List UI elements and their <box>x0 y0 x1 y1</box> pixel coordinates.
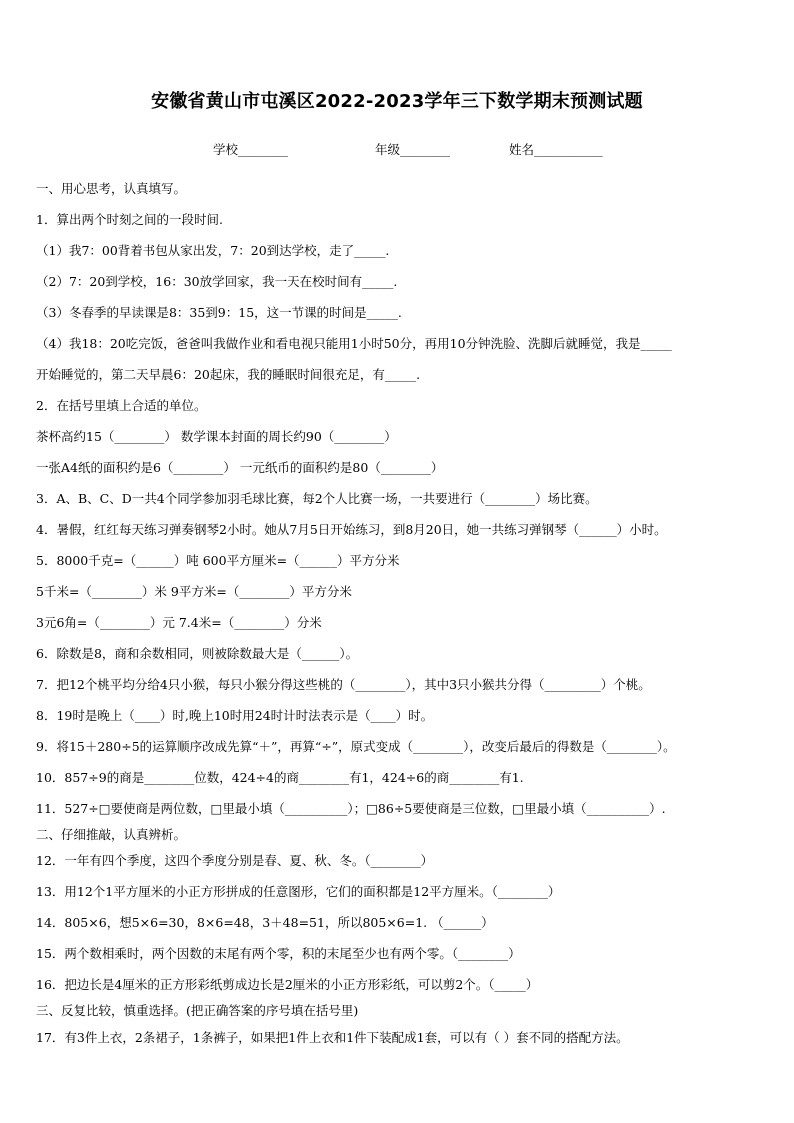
question-line: 8．19时是晚上（____）时,晚上10时用24时计时法表示是（____）时。 <box>36 708 434 723</box>
question-line: 7．把12个桃平均分给4只小猴，每只小猴分得这些桃的（________），其中3只小猴共分得（_________）个桃。 <box>36 677 651 692</box>
question-line: 一张A4纸的面积约是6（________） 一元纸币的面积约是80（________） <box>36 460 444 475</box>
question-line: （4）我18：20吃完饭，爸爸叫我做作业和看电视只能用1小时50分，再用10分钟洗脸、洗脚后就睡觉，我是_____ <box>36 336 672 351</box>
question-line: 5千米=（________）米 9平方米=（________）平方分米 <box>36 584 352 599</box>
question-line: （1）我7：00背着书包从家出发，7：20到达学校，走了_____. <box>36 243 390 258</box>
question-line: 13．用12个1平方厘米的小正方形拼成的任意图形，它们的面积都是12平方厘米。（________） <box>36 884 561 899</box>
question-line: 17．有3件上衣，2条裙子，1条裤子，如果把1件上衣和1件下装配成1套，可以有（ ）套不同的搭配方法。 <box>36 1030 629 1045</box>
section-2-heading: 二、仔细推敲，认真辨析。 <box>36 827 187 842</box>
name-field: 姓名___________ <box>509 142 603 157</box>
question-line: 5．8000千克=（______）吨 600平方厘米=（______）平方分米 <box>36 553 400 568</box>
section-1-heading: 一、用心思考，认真填写。 <box>36 181 187 196</box>
question-line: 14．805×6，想5×6=30，8×6=48，3＋48=51，所以805×6=1. （______） <box>36 915 494 930</box>
school-field: 学校________ <box>213 142 289 157</box>
question-line: 3元6角=（________）元 7.4米=（________）分米 <box>36 615 322 630</box>
question-line: （3）冬春季的早读课是8：35到9：15，这一节课的时间是_____. <box>36 305 402 320</box>
question-line: 2．在括号里填上合适的单位。 <box>36 398 207 413</box>
question-line: （2）7：20到学校，16：30放学回家，我一天在校时间有_____. <box>36 274 398 289</box>
question-line: 1．算出两个时刻之间的一段时间. <box>36 212 223 227</box>
question-line: 茶杯高约15（________） 数学课本封面的周长约90（________） <box>36 429 397 444</box>
question-line: 开始睡觉的，第二天早晨6：20起床，我的睡眠时间很充足，有_____. <box>36 367 421 382</box>
question-line: 4．暑假，红红每天练习弹奏钢琴2小时。她从7月5日开始练习，到8月20日，她一共练习弹钢琴（______）小时。 <box>36 522 667 537</box>
question-line: 12．一年有四个季度，这四个季度分别是春、夏、秋、冬。（________） <box>36 853 434 868</box>
question-line: 10．857÷9的商是________位数，424÷4的商________有1，424÷6的商________有1. <box>36 770 524 785</box>
section-3-heading: 三、反复比较，慎重选择。(把正确答案的序号填在括号里) <box>36 1003 359 1018</box>
question-line: 3．A、B、C、D一共4个同学参加羽毛球比赛，每2个人比赛一场，一共要进行（________）场比赛。 <box>36 491 598 506</box>
question-line: 6．除数是8，商和余数相同，则被除数最大是（______）。 <box>36 646 359 661</box>
question-line: 9．将15＋280÷5的运算顺序改成先算“＋”，再算“÷”，原式变成（________），改变后最后的得数是（________）。 <box>36 739 676 754</box>
page-title: 安徽省黄山市屯溪区2022-2023学年三下数学期末预测试题 <box>151 91 643 112</box>
question-line: 11．527÷□要使商是两位数，□里最小填（__________）；□86÷5要使商是三位数，□里最小填（__________）. <box>36 801 666 816</box>
grade-field: 年级________ <box>375 142 451 157</box>
question-line: 15．两个数相乘时，两个因数的末尾有两个零，积的末尾至少也有两个零。（________） <box>36 946 521 961</box>
question-line: 16．把边长是4厘米的正方形彩纸剪成边长是2厘米的小正方形彩纸，可以剪2个。（_____） <box>36 977 539 992</box>
